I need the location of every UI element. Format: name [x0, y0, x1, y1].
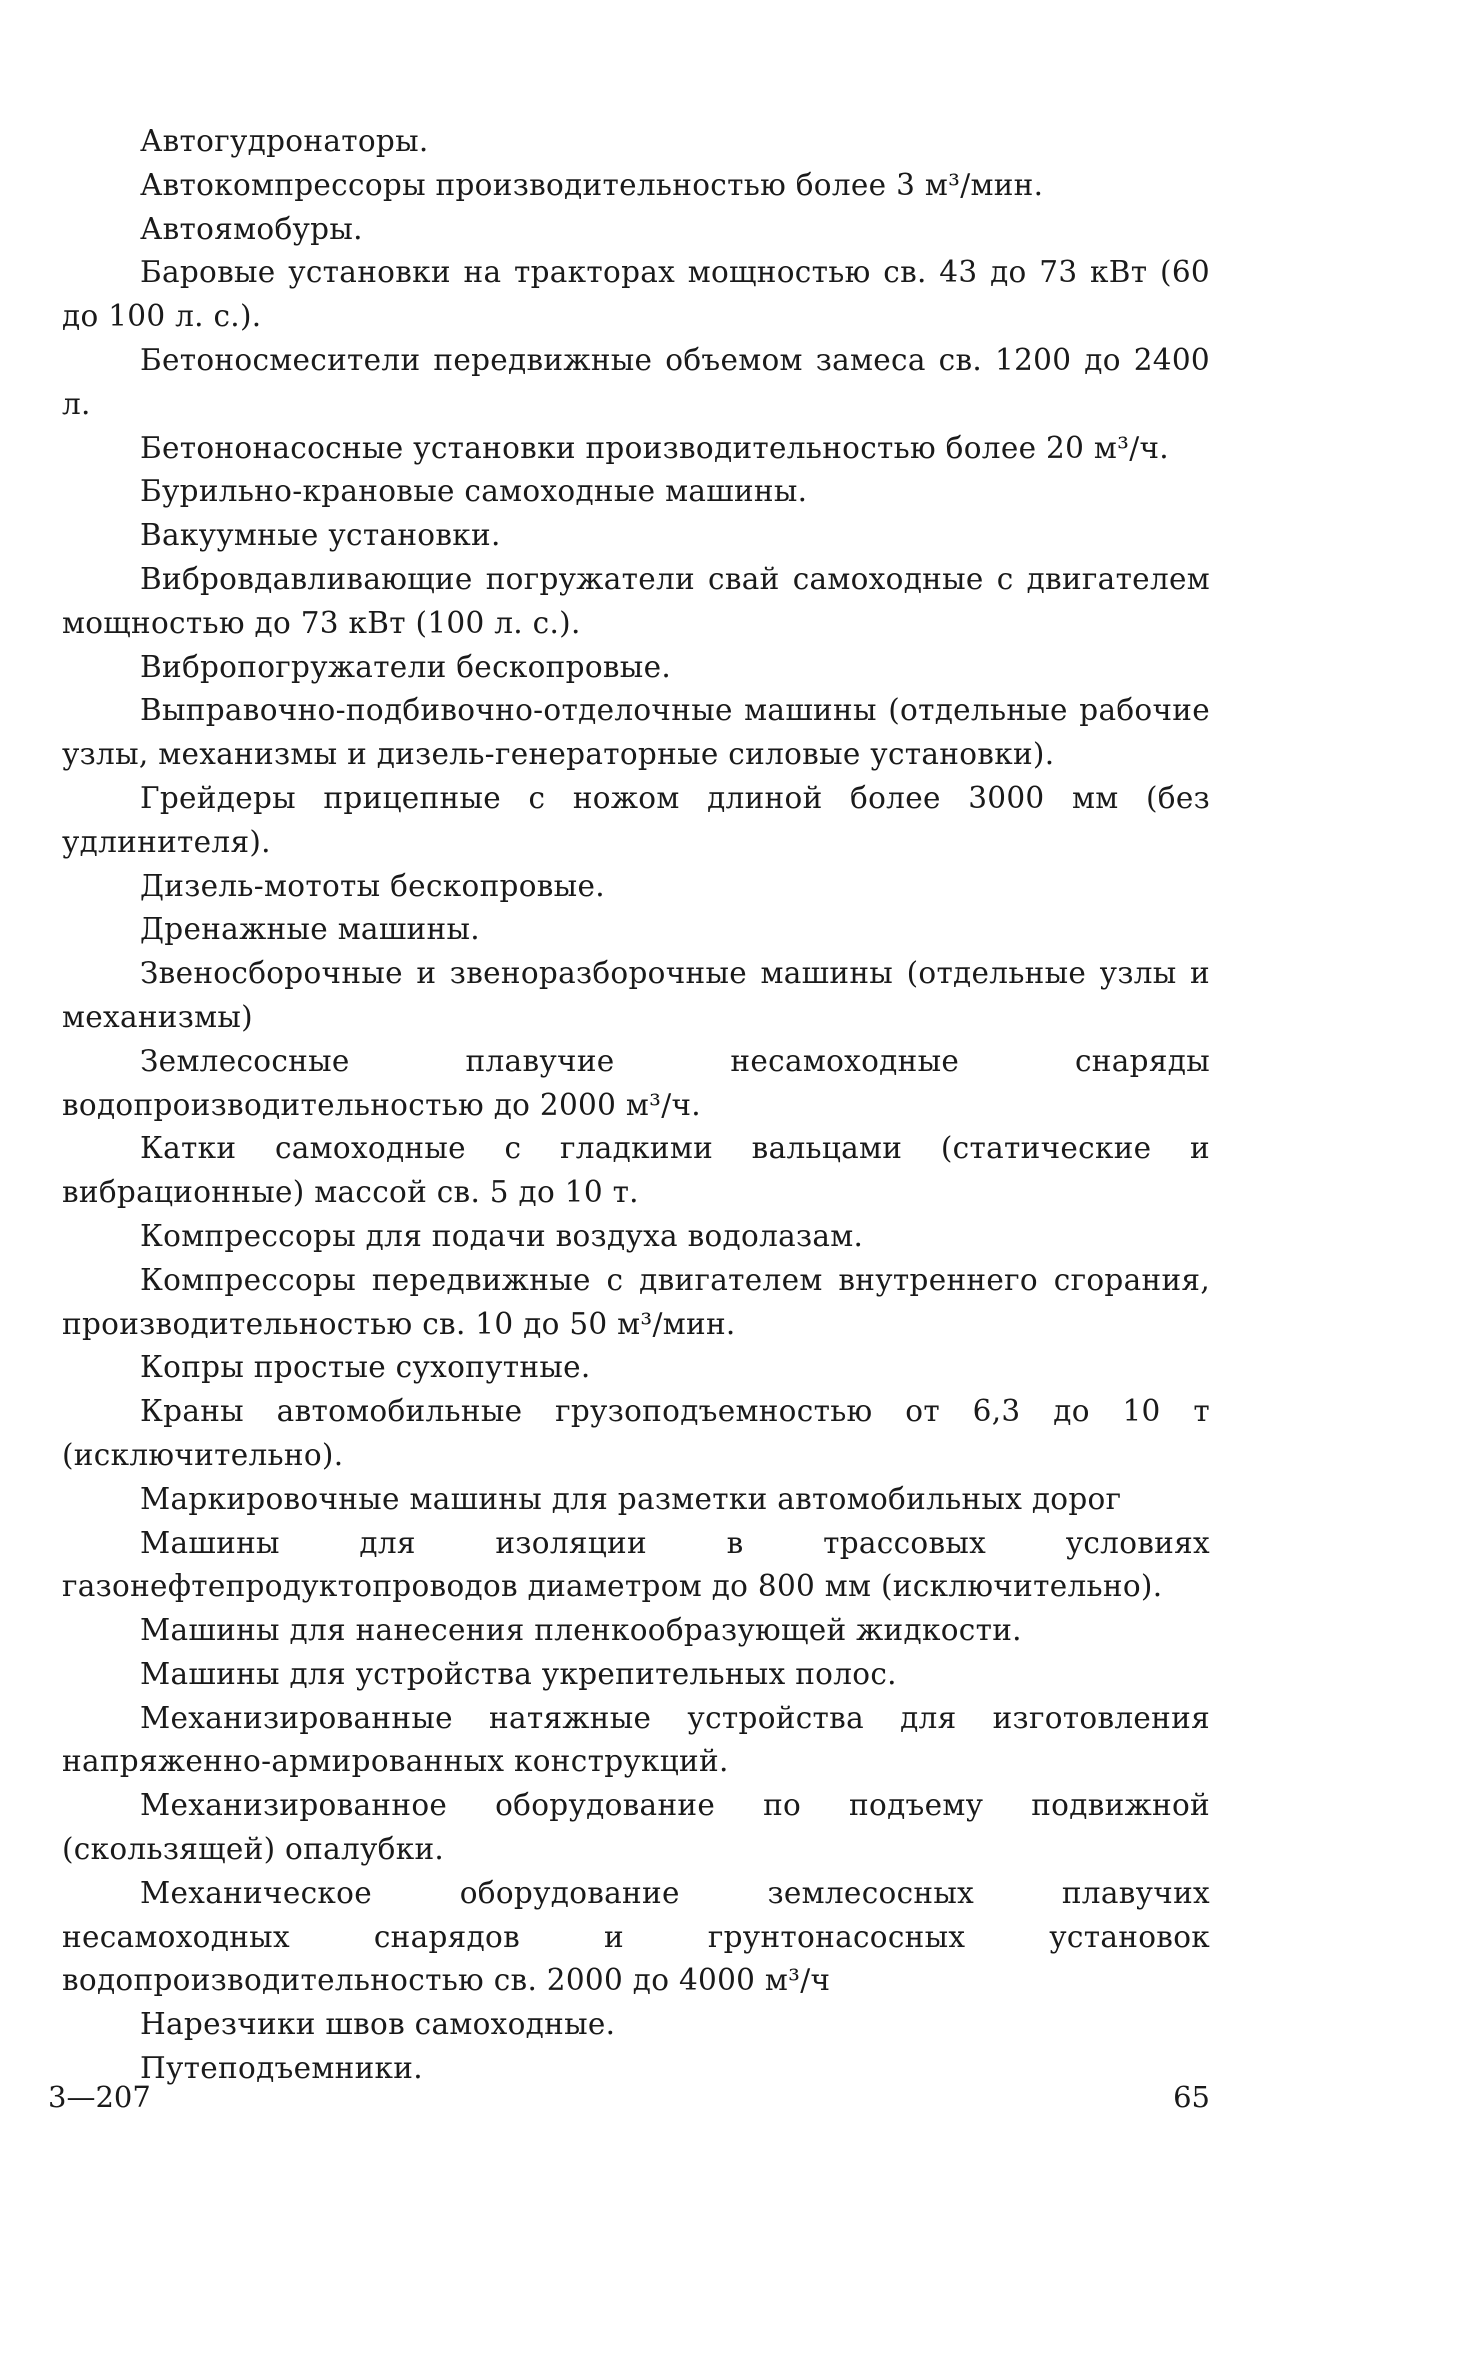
list-entry: Звеносборочные и звеноразборочные машины (отдельные узлы и механизмы) [62, 956, 1210, 1034]
list-entry: Катки самоходные с гладкими вальцами (статические и вибрационные) массой св. 5 до 10 т. [62, 1131, 1210, 1210]
list-entry: Нарезчики швов самоходные. [140, 2007, 616, 2042]
printer-signature: 3—207 [48, 2080, 151, 2114]
list-entry: Бетоносмесители передвижные объемом замеса св. 1200 до 2400 л. [62, 342, 1210, 421]
list-entry: Вибропогружатели бескопровые. [140, 649, 672, 684]
page-number: 65 [1173, 2080, 1210, 2114]
list-entry: Землесосные плавучие несамоходные снаряды водопроизводительностью до 2000 м³/ч. [62, 1043, 1210, 1122]
list-entry: Машины для устройства укрепительных полос. [140, 1656, 897, 1691]
equipment-list [62, 120, 1210, 2091]
list-entry: Автокомпрессоры производительностью более 3 м³/мин. [140, 167, 1044, 202]
list-entry: Компрессоры передвижные с двигателем внутреннего сгорания, производительностью св. 10 до 50 м³/мин. [62, 1262, 1210, 1341]
list-entry: Баровые установки на тракторах мощностью св. 43 до 73 кВт (60 до 100 л. с.). [62, 255, 1210, 334]
list-entry: Бетононасосные установки производительностью более 20 м³/ч. [140, 430, 1169, 465]
list-entry: Грейдеры прицепные с ножом длиной более 3000 мм (без удлинителя). [62, 780, 1210, 859]
list-entry: Выправочно-подбивочно-отделочные машины (отдельные рабочие узлы, механизмы и дизель-генераторные силовые установки). [62, 693, 1210, 772]
list-entry: Бурильно-крановые самоходные машины. [140, 474, 808, 509]
list-entry: Механизированное оборудование по подъему подвижной (скользящей) опалубки. [62, 1788, 1210, 1867]
list-entry: Вибровдавливающие погружатели свай самоходные с двигателем мощностью до 73 кВт (100 л. с.). [62, 561, 1210, 640]
list-entry: Дизель-мототы бескопровые. [140, 868, 605, 903]
list-entry: Дренажные машины. [140, 912, 480, 947]
list-entry: Механическое оборудование землесосных плавучих несамоходных снарядов и грунтонасосных установок водопроизводительностью св. 2000 до 4000 м³/ч [62, 1875, 1210, 1998]
list-entry: Машины для нанесения пленкообразующей жидкости. [140, 1613, 1022, 1648]
list-entry: Компрессоры для подачи воздуха водолазам. [140, 1218, 864, 1253]
page-footer [48, 2080, 1210, 2128]
list-entry: Машины для изоляции в трассовых условиях газонефтепродуктопроводов диаметром до 800 мм (исключительно). [62, 1525, 1210, 1604]
list-entry: Автогудронаторы. [140, 124, 429, 158]
list-entry: Механизированные натяжные устройства для изготовления напряженно-армированных конструкций. [62, 1700, 1210, 1779]
list-entry: Путеподъемники. [140, 2051, 423, 2086]
list-entry: Краны автомобильные грузоподъемностью от 6,3 до 10 т (исключительно). [62, 1394, 1210, 1472]
list-entry: Копры простые сухопутные. [140, 1350, 591, 1385]
list-entry: Маркировочные машины для разметки автомобильных дорог [140, 1481, 1122, 1516]
list-entry: Автоямобуры. [140, 211, 363, 246]
list-entry: Вакуумные установки. [140, 518, 501, 553]
